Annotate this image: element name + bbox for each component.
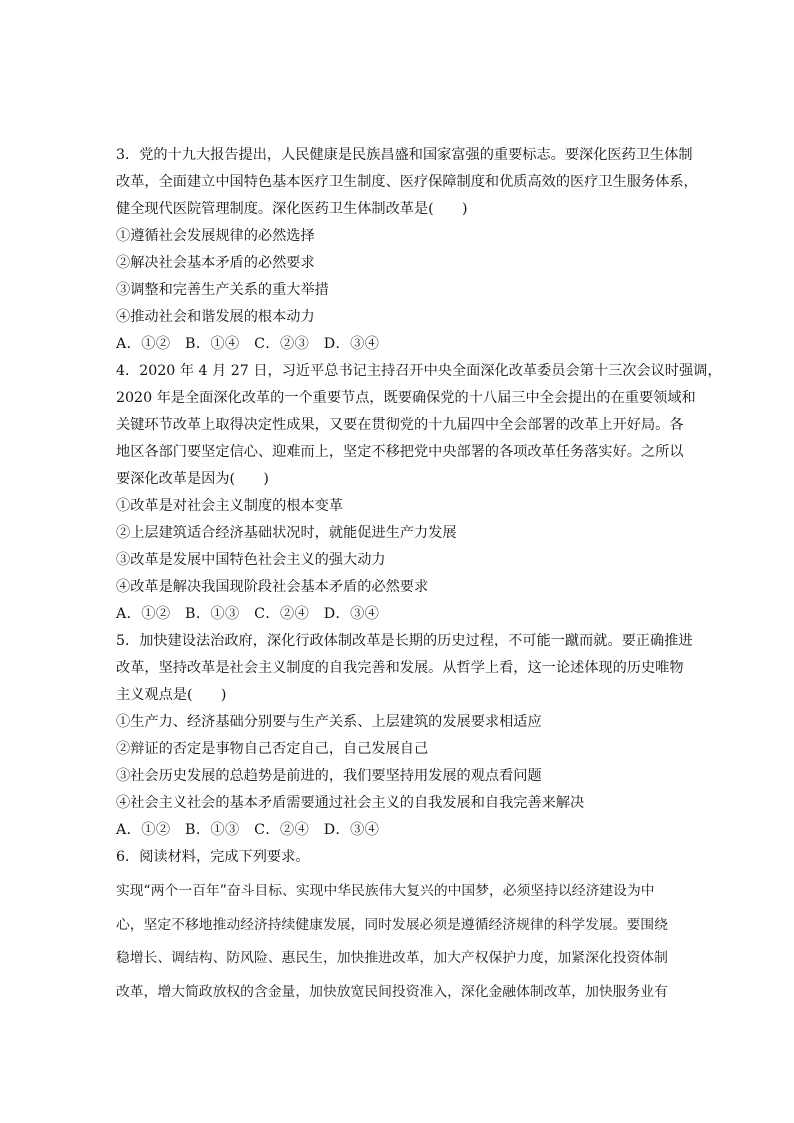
question-stem-line: 地区各部门要坚定信心、迎难而上，坚定不移把党中央部署的各项改革任务落实好。之所以 <box>116 444 684 460</box>
question-stem-line: 5．加快建设法治政府，深化行政体制改革是长期的历史过程，不可能一蹴而就。要正确推进 <box>116 633 693 649</box>
question-stem-line: 4．2020 年 4 月 27 日，习近平总书记主持召开中央全面深化改革委员会第十三次会议时强调， <box>116 363 722 379</box>
choice-item: ①生产力、经济基础分别要与生产关系、上层建筑的发展要求相适应 <box>116 714 542 730</box>
question-3 <box>116 142 698 358</box>
choice-item: ④推动社会和谐发展的根本动力 <box>116 309 315 325</box>
answer-options: A．①② B．①④ C．②③ D．③④ <box>116 336 380 352</box>
exam-content <box>116 142 722 1009</box>
answer-options: A．①② B．①③ C．②④ D．③④ <box>116 822 380 838</box>
question-stem-line: 主义观点是( ) <box>116 687 227 703</box>
question-stem-line: 关键环节改革上取得决定性成果，又要在贯彻党的十九届四中全会部署的改革上开好局。各 <box>116 417 684 433</box>
choice-item: ③调整和完善生产关系的重大举措 <box>116 282 329 298</box>
question-stem-line: 2020 年是全面深化改革的一个重要节点，既要确保党的十八届三中全会提出的在重要领域和 <box>116 390 696 406</box>
choice-item: ④改革是解决我国现阶段社会基本矛盾的必然要求 <box>116 579 429 595</box>
question-stem-line: 健全现代医院管理制度。深化医药卫生体制改革是( ) <box>116 201 468 217</box>
choice-item: ②解决社会基本矛盾的必然要求 <box>116 255 315 271</box>
choice-item: ②上层建筑适合经济基础状况时，就能促进生产力发展 <box>116 525 457 541</box>
material-line: 心，坚定不移地推动经济持续健康发展，同时发展必须是遵循经济规律的科学发展。要围绕 <box>116 916 668 933</box>
question-stem-line: 改革，坚持改革是社会主义制度的自我完善和发展。从哲学上看，这一论述体现的历史唯物 <box>116 660 684 676</box>
choice-item: ②辩证的否定是事物自己否定自己，自己发展自己 <box>116 741 429 757</box>
material-line: 稳增长、调结构、防风险、惠民生，加快推进改革，加大产权保护力度，加紧深化投资体制 <box>116 950 668 967</box>
question-title: 6．阅读材料，完成下列要求。 <box>116 849 310 865</box>
choice-item: ①遵循社会发展规律的必然选择 <box>116 228 315 244</box>
choice-item: ③社会历史发展的总趋势是前进的，我们要坚持用发展的观点看问题 <box>116 768 542 784</box>
choice-item: ①改革是对社会主义制度的根本变革 <box>116 498 344 514</box>
choice-item: ④社会主义社会的基本矛盾需要通过社会主义的自我发展和自我完善来解决 <box>116 795 585 811</box>
material-line: 改革，增大简政放权的含金量，加快放宽民间投资准入，深化金融体制改革，加快服务业有 <box>116 983 668 1000</box>
choice-item: ③改革是发展中国特色社会主义的强大动力 <box>116 552 386 568</box>
material-line: 实现“两个一百年”奋斗目标、实现中华民族伟大复兴的中国梦，必须坚持以经济建设为中 <box>116 883 655 899</box>
question-stem-line: 3．党的十九大报告提出，人民健康是民族昌盛和国家富强的重要标志。要深化医药卫生体制 <box>116 147 693 163</box>
question-stem-line: 改革，全面建立中国特色基本医疗卫生制度、医疗保障制度和优质高效的医疗卫生服务体系， <box>116 174 698 190</box>
question-5 <box>116 628 693 844</box>
answer-options: A．①② B．①③ C．②④ D．③④ <box>116 606 380 622</box>
question-6 <box>116 844 686 1009</box>
question-4 <box>116 358 722 628</box>
question-stem-line: 要深化改革是因为( ) <box>116 471 269 487</box>
